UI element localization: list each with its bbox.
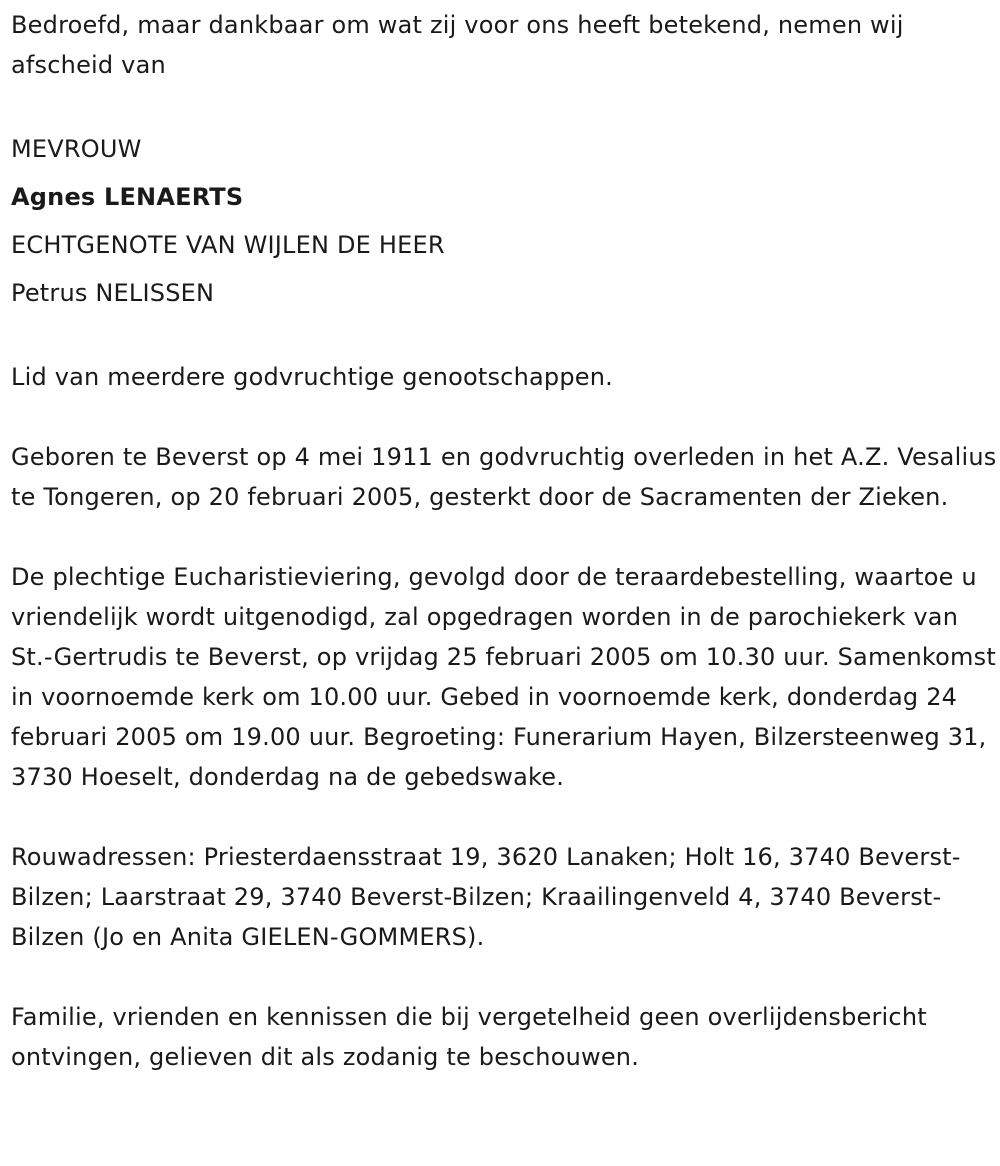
membership-text: Lid van meerdere godvruchtige genootschappen.: [11, 363, 613, 391]
deceased-block: [11, 125, 997, 317]
deceased-title: MEVROUW: [11, 135, 142, 163]
deceased-name: Agnes LENAERTS: [11, 183, 244, 211]
birth-death-text: Geboren te Beverst op 4 mei 1911 en godvruchtig overleden in het A.Z. Vesalius te Tongeren, op 20 februari 2005, gesterkt door de Sacramenten der Zieken.: [11, 443, 997, 511]
obituary-notice: [11, 5, 997, 1077]
closing-text: Familie, vrienden en kennissen die bij vergetelheid geen overlijdensbericht ontvingen, gelieven dit als zodanig te beschouwen.: [11, 1003, 927, 1071]
spouse-name: Petrus NELISSEN: [11, 279, 215, 307]
addresses-text: Rouwadressen: Priesterdaensstraat 19, 3620 Lanaken; Holt 16, 3740 Beverst-Bilzen; Laarstraat 29, 3740 Beverst-Bilzen; Kraailingenveld 4, 3740 Beverst-Bilzen (Jo en Anita GIELEN-GOMMERS).: [11, 843, 961, 951]
ceremony-text: De plechtige Eucharistieviering, gevolgd door de teraardebestelling, waartoe u vriendelijk wordt uitgenodigd, zal opgedragen worden in de parochiekerk van St.-Gertrudis te Beverst, op vrijdag 25 februari 2005 om 10.30 uur. Samenkomst in voornoemde kerk om 10.00 uur. Gebed in voornoemde kerk, donderdag 24 februari 2005 om 19.00 uur. Begroeting: Funerarium Hayen, Bilzersteenweg 31, 3730 Hoeselt, donderdag na de gebedswake.: [11, 563, 996, 791]
intro-text: Bedroefd, maar dankbaar om wat zij voor ons heeft betekend, nemen wij afscheid van: [11, 11, 904, 79]
spouse-prefix: ECHTGENOTE VAN WIJLEN DE HEER: [11, 231, 445, 259]
